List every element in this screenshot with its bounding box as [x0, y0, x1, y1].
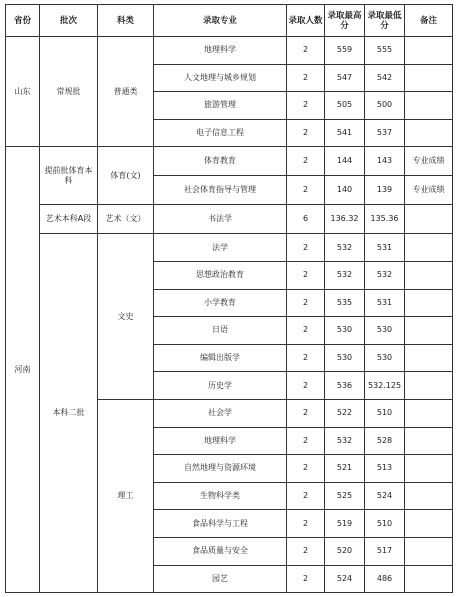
count-cell: 2 — [287, 455, 325, 483]
table-row — [6, 147, 453, 176]
note-cell — [405, 261, 453, 289]
major-cell: 自然地理与资源环境 — [154, 455, 287, 483]
high-score-cell: 532 — [325, 427, 365, 455]
major-cell: 书法学 — [154, 205, 287, 234]
batch-cell: 艺术本科A段 — [40, 205, 98, 234]
count-cell: 2 — [287, 64, 325, 92]
high-score-cell: 536 — [325, 372, 365, 400]
note-cell — [405, 205, 453, 234]
major-cell: 生物科学类 — [154, 482, 287, 510]
high-score-cell: 140 — [325, 176, 365, 205]
count-cell: 2 — [287, 317, 325, 345]
high-score-cell: 541 — [325, 119, 365, 147]
province-cell: 河南 — [6, 147, 40, 593]
table-row — [6, 37, 453, 65]
count-cell: 2 — [287, 372, 325, 400]
note-cell — [405, 510, 453, 538]
count-cell: 2 — [287, 482, 325, 510]
header-major: 录取专业 — [154, 5, 287, 37]
count-cell: 2 — [287, 261, 325, 289]
count-cell: 2 — [287, 427, 325, 455]
low-score-cell: 513 — [365, 455, 405, 483]
count-cell: 6 — [287, 205, 325, 234]
low-score-cell: 532.125 — [365, 372, 405, 400]
low-score-cell: 530 — [365, 344, 405, 372]
header-count: 录取人数 — [287, 5, 325, 37]
count-cell: 2 — [287, 176, 325, 205]
header-note: 备注 — [405, 5, 453, 37]
category-cell: 文史 — [98, 234, 154, 400]
low-score-cell: 531 — [365, 289, 405, 317]
low-score-cell: 531 — [365, 234, 405, 262]
note-cell — [405, 64, 453, 92]
note-cell — [405, 372, 453, 400]
low-score-cell: 486 — [365, 565, 405, 593]
high-score-cell: 519 — [325, 510, 365, 538]
high-score-cell: 144 — [325, 147, 365, 176]
high-score-cell: 525 — [325, 482, 365, 510]
high-score-cell: 520 — [325, 537, 365, 565]
note-cell — [405, 537, 453, 565]
header-low-score: 录取最低分 — [365, 5, 405, 37]
major-cell: 园艺 — [154, 565, 287, 593]
major-cell: 食品质量与安全 — [154, 537, 287, 565]
note-cell — [405, 234, 453, 262]
note-cell — [405, 317, 453, 345]
count-cell: 2 — [287, 234, 325, 262]
note-cell — [405, 565, 453, 593]
major-cell: 体育教育 — [154, 147, 287, 176]
major-cell: 历史学 — [154, 372, 287, 400]
low-score-cell: 139 — [365, 176, 405, 205]
high-score-cell: 532 — [325, 261, 365, 289]
major-cell: 社会体育指导与管理 — [154, 176, 287, 205]
province-cell: 山东 — [6, 37, 40, 147]
high-score-cell: 136.32 — [325, 205, 365, 234]
major-cell: 法学 — [154, 234, 287, 262]
high-score-cell: 532 — [325, 234, 365, 262]
high-score-cell: 524 — [325, 565, 365, 593]
high-score-cell: 559 — [325, 37, 365, 65]
batch-cell: 本科二批 — [40, 234, 98, 593]
count-cell: 2 — [287, 510, 325, 538]
high-score-cell: 522 — [325, 399, 365, 427]
major-cell: 日语 — [154, 317, 287, 345]
low-score-cell: 537 — [365, 119, 405, 147]
count-cell: 2 — [287, 37, 325, 65]
high-score-cell: 530 — [325, 344, 365, 372]
count-cell: 2 — [287, 92, 325, 120]
low-score-cell: 530 — [365, 317, 405, 345]
note-cell — [405, 37, 453, 65]
count-cell: 2 — [287, 537, 325, 565]
category-cell: 理工 — [98, 399, 154, 592]
table-row — [6, 205, 453, 234]
count-cell: 2 — [287, 119, 325, 147]
high-score-cell: 535 — [325, 289, 365, 317]
count-cell: 2 — [287, 147, 325, 176]
count-cell: 2 — [287, 289, 325, 317]
major-cell: 地理科学 — [154, 427, 287, 455]
high-score-cell: 505 — [325, 92, 365, 120]
low-score-cell: 510 — [365, 399, 405, 427]
header-high-score: 录取最高分 — [325, 5, 365, 37]
category-cell: 普通类 — [98, 37, 154, 147]
count-cell: 2 — [287, 565, 325, 593]
note-cell — [405, 399, 453, 427]
major-cell: 地理科学 — [154, 37, 287, 65]
category-cell: 体育(文) — [98, 147, 154, 205]
high-score-cell: 530 — [325, 317, 365, 345]
header-batch: 批次 — [40, 5, 98, 37]
major-cell: 社会学 — [154, 399, 287, 427]
major-cell: 小学教育 — [154, 289, 287, 317]
low-score-cell: 542 — [365, 64, 405, 92]
note-cell — [405, 344, 453, 372]
low-score-cell: 517 — [365, 537, 405, 565]
major-cell: 人文地理与城乡规划 — [154, 64, 287, 92]
note-cell: 专业成绩 — [405, 176, 453, 205]
major-cell: 编辑出版学 — [154, 344, 287, 372]
table-row — [6, 234, 453, 262]
low-score-cell: 555 — [365, 37, 405, 65]
header-province: 省份 — [6, 5, 40, 37]
header-row — [6, 5, 453, 37]
major-cell: 旅游管理 — [154, 92, 287, 120]
low-score-cell: 510 — [365, 510, 405, 538]
count-cell: 2 — [287, 399, 325, 427]
batch-cell: 提前批体育本科 — [40, 147, 98, 205]
admission-score-table — [5, 4, 453, 593]
high-score-cell: 521 — [325, 455, 365, 483]
note-cell — [405, 289, 453, 317]
low-score-cell: 500 — [365, 92, 405, 120]
count-cell: 2 — [287, 344, 325, 372]
note-cell — [405, 119, 453, 147]
batch-cell: 常规批 — [40, 37, 98, 147]
major-cell: 食品科学与工程 — [154, 510, 287, 538]
note-cell — [405, 455, 453, 483]
note-cell: 专业成绩 — [405, 147, 453, 176]
high-score-cell: 547 — [325, 64, 365, 92]
low-score-cell: 143 — [365, 147, 405, 176]
note-cell — [405, 92, 453, 120]
low-score-cell: 532 — [365, 261, 405, 289]
low-score-cell: 524 — [365, 482, 405, 510]
category-cell: 艺术（文） — [98, 205, 154, 234]
note-cell — [405, 482, 453, 510]
low-score-cell: 528 — [365, 427, 405, 455]
major-cell: 电子信息工程 — [154, 119, 287, 147]
header-category: 科类 — [98, 5, 154, 37]
note-cell — [405, 427, 453, 455]
low-score-cell: 135.36 — [365, 205, 405, 234]
major-cell: 思想政治教育 — [154, 261, 287, 289]
